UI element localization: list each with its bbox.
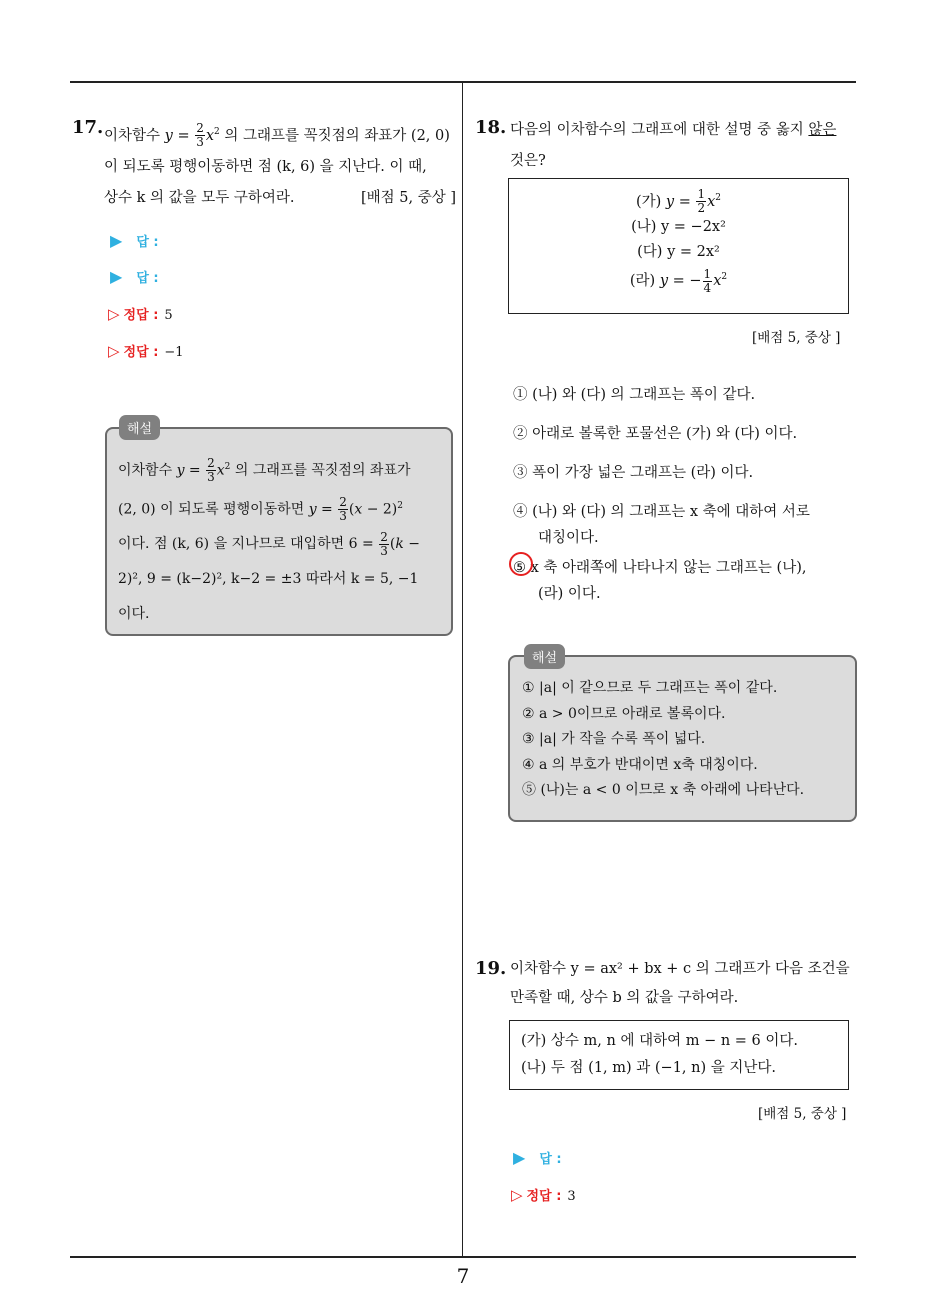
page-number: 7	[456, 1264, 470, 1288]
play-icon: ▶	[513, 1148, 526, 1167]
q18-option-5[interactable]: ⑤ x 축 아래쪽에 나타나지 않는 그래프는 (나),	[513, 560, 807, 576]
q17-number: 17.	[72, 117, 104, 138]
q17-answer-1[interactable]: ▶ 답 :	[110, 231, 159, 250]
q18-explanation-tag: 해설	[524, 644, 565, 669]
bottom-rule	[70, 1256, 856, 1258]
q18-option-1[interactable]: ① (나) 와 (다) 의 그래프는 폭이 같다.	[513, 387, 756, 403]
q19-number: 19.	[475, 958, 507, 979]
triangle-outline-icon: ▷	[511, 1186, 523, 1204]
q17-text: 이차함수 y = $\frac{2}{3}$ $x^2$ 의 그래프를 꼭짓점의 좌표가 (2, 0) 이 되도록 평행이동하면 점 (k, 6) 을 지난다. 이 때, 상수 k 의 값을 모두 구하여라. [배점 5, 중상 ]	[104, 117, 456, 214]
q17-explanation-tag: 해설	[119, 415, 160, 440]
selected-answer-circle-mark	[509, 552, 533, 576]
q18-conditions: (가) y = $\frac{1}{2}$ $x^2$ (나) y = −2x² (다) y = 2x² (라) y = − $\frac{1}{4}$ $x^2$	[629, 187, 728, 295]
triangle-outline-icon: ▷	[108, 342, 120, 360]
column-divider	[462, 82, 463, 1258]
top-rule	[70, 81, 856, 83]
q17-correct-2: ▷ 정답 : −1	[108, 342, 184, 360]
q18-score: [배점 5, 중상 ]	[752, 330, 841, 346]
q17-explanation-text: 이차함수 y = $\frac{2}{3}$ $x^2$ 의 그래프를 꼭짓점의 좌표가 (2, 0) 이 되도록 평행이동하면 y = $\frac{2}{3}$ $(x - 2)^2$ 이다. 점 (k, 6) 을 지나므로 대입하면 6 = $\frac{2}{3}$ (k − 2)², 9 = (k−2)², k−2 = ±3 따라서 k = 5, −1 이다.	[118, 456, 420, 623]
q19-score: [배점 5, 중상 ]	[758, 1106, 847, 1122]
q18-option-3[interactable]: ③ 폭이 가장 넓은 그래프는 (라) 이다.	[513, 465, 754, 481]
q19-answer[interactable]: ▶ 답 :	[513, 1148, 562, 1167]
q18-option-5-cont: (라) 이다.	[538, 586, 601, 602]
q18-text: 다음의 이차함수의 그래프에 대한 설명 중 옳지 않은 것은?	[510, 122, 837, 169]
q18-option-4-cont: 대칭이다.	[538, 530, 599, 546]
q19-text: 이차함수 y = ax² + bx + c 의 그래프가 다음 조건을 만족할 때, 상수 b 의 값을 구하여라.	[510, 961, 850, 1006]
q17-correct-1: ▷ 정답 : 5	[108, 305, 173, 323]
q19-correct: ▷ 정답 : 3	[511, 1186, 576, 1204]
q18-option-2[interactable]: ② 아래로 볼록한 포물선은 (가) 와 (다) 이다.	[513, 426, 798, 442]
q17-score: [배점 5, 중상 ]	[360, 189, 456, 206]
q18-option-4[interactable]: ④ (나) 와 (다) 의 그래프는 x 축에 대하여 서로	[513, 504, 810, 520]
triangle-outline-icon: ▷	[108, 305, 120, 323]
q18-explanation-text: ① |a| 이 같으므로 두 그래프는 폭이 같다. ② a > 0이므로 아래로 볼록이다. ③ |a| 가 작을 수록 폭이 넓다. ④ a 의 부호가 반대이면 x축 대칭이다. ⑤ (나)는 a < 0 이므로 x 축 아래에 나타난다.	[522, 680, 805, 798]
q17-answer-2[interactable]: ▶ 답 :	[110, 267, 159, 286]
q18-number: 18.	[475, 117, 507, 138]
play-icon: ▶	[110, 267, 123, 286]
play-icon: ▶	[110, 231, 123, 250]
q19-conditions: (가) 상수 m, n 에 대하여 m − n = 6 이다. (나) 두 점 (1, m) 과 (−1, n) 을 지난다.	[521, 1033, 798, 1076]
